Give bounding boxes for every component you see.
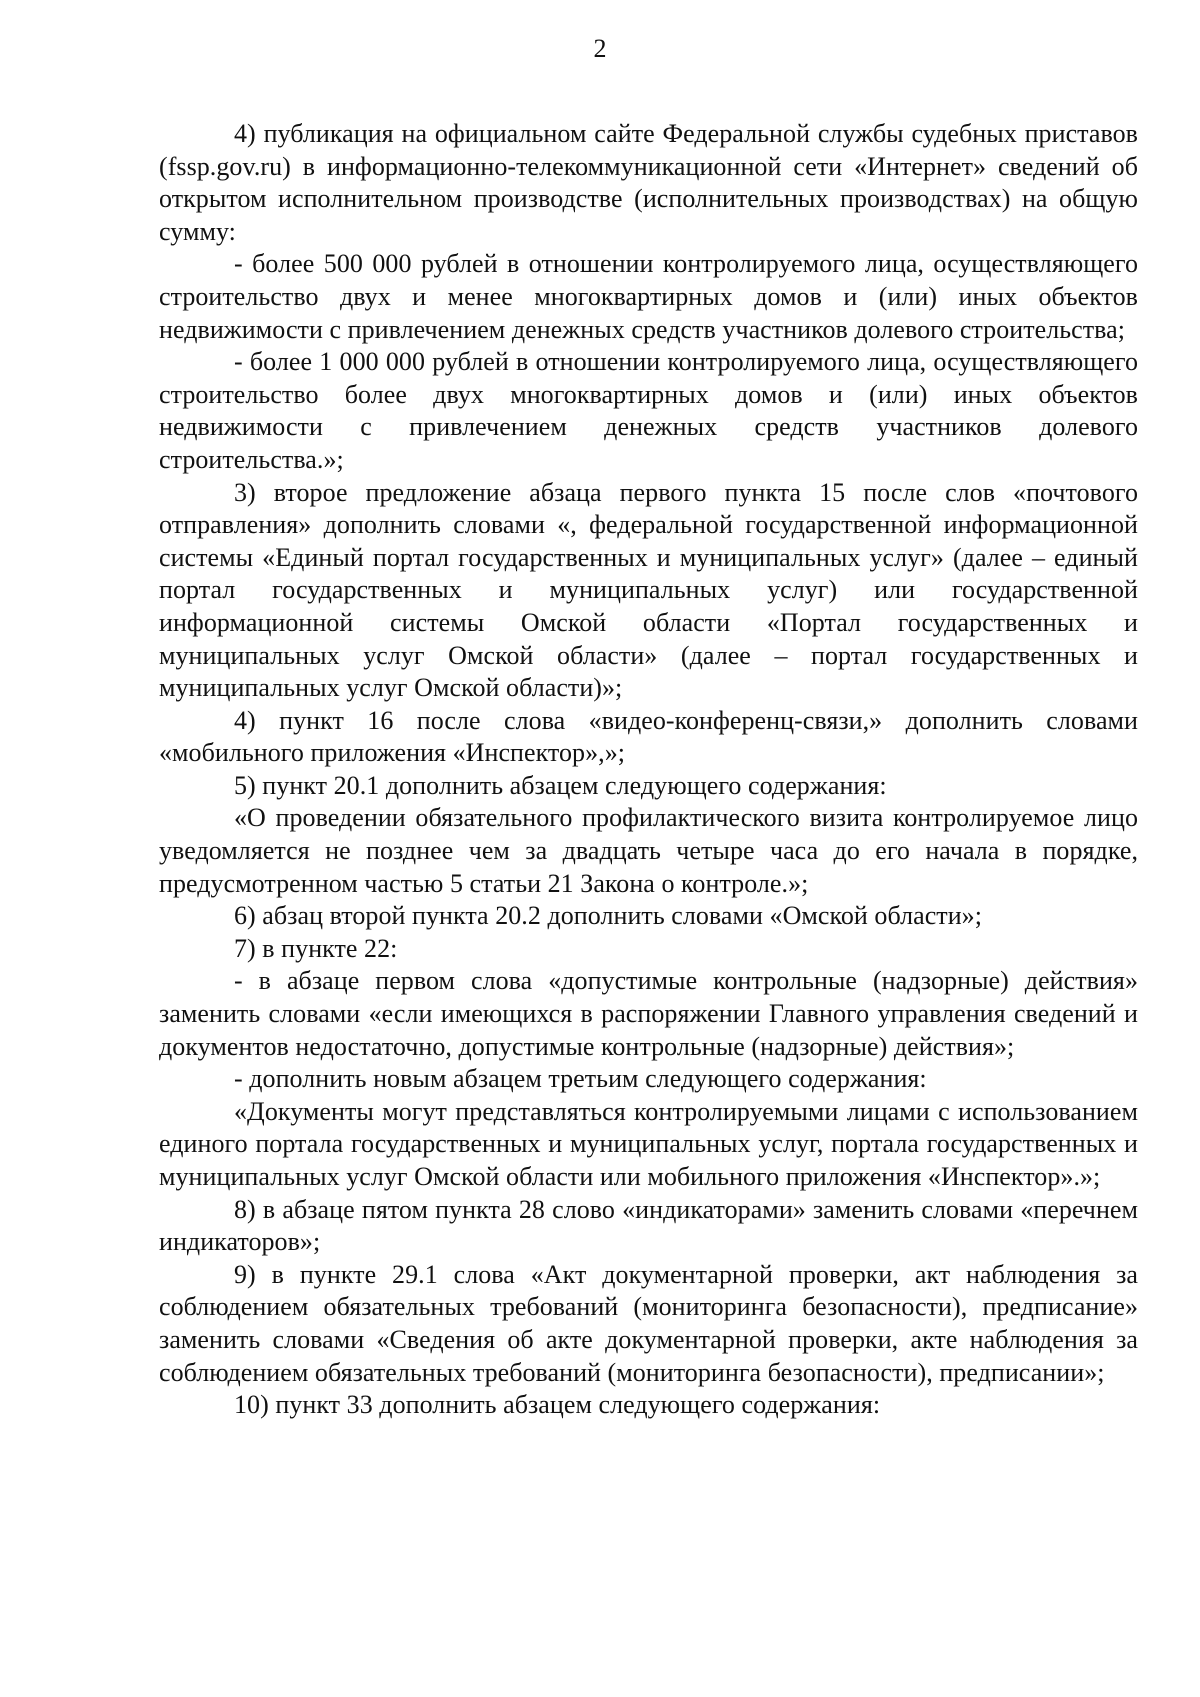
paragraph-item-5-point-20-1: 5) пункт 20.1 дополнить абзацем следующего содержания: xyxy=(234,770,887,800)
paragraph-item-6-point-20-2: 6) абзац второй пункта 20.2 дополнить словами «Омской области»; xyxy=(234,901,983,931)
paragraph-item-8-point-28: 8) в абзаце пятом пункта 28 слово «индикаторами» заменить словами «перечнем индикаторов»; xyxy=(159,1194,1138,1257)
paragraph-item-3-point-15: 3) второе предложение абзаца первого пункта 15 после слов «почтового отправления» дополнить словами «, федеральной государственной информационной системы «Единый портал государственных и муниципальных услуг» (далее – единый портал государственных и муниципальных услуг) или государственной информационной системы Омской области «Портал государственных и муниципальных услуг Омской области» (далее – портал государственных и муниципальных услуг Омской области)»; xyxy=(159,477,1138,703)
document-body xyxy=(159,118,1138,1422)
page-number: 2 xyxy=(593,34,607,63)
paragraph-dash-1000000: - более 1 000 000 рублей в отношении контролируемого лица, осуществляющего строительство более двух многоквартирных домов и (или) иных объектов недвижимости с привлечением денежных средств участников долевого строительства.»; xyxy=(159,347,1138,474)
paragraph-item-7-point-22: 7) в пункте 22: xyxy=(234,933,398,963)
paragraph-dash-first-subparagraph: - в абзаце первом слова «допустимые контрольные (надзорные) действия» заменить словами «если имеющихся в распоряжении Главного управления сведений и документов недостаточно, допустимые контрольные (надзорные) действия»; xyxy=(159,966,1138,1061)
paragraph-item-10-point-33: 10) пункт 33 дополнить абзацем следующего содержания: xyxy=(234,1390,881,1420)
paragraph-quote-documents: «Документы могут представляться контролируемыми лицами с использованием единого портала государственных и муниципальных услуг, портала государственных и муниципальных услуг Омской области или мобильного приложения «Инспектор».»; xyxy=(159,1096,1138,1191)
paragraph-item-4-point-16: 4) пункт 16 после слова «видео-конференц-связи,» дополнить словами «мобильного приложения «Инспектор»,»; xyxy=(159,705,1138,768)
scan-artifact xyxy=(1177,33,1182,38)
paragraph-item-4-publication: 4) публикация на официальном сайте Федеральной службы судебных приставов (fssp.gov.ru) в информационно-телекоммуникационной сети «Интернет» сведений об открытом исполнительном производстве (исполнительных производствах) на общую сумму: xyxy=(159,119,1138,246)
paragraph-dash-add-third-subparagraph: - дополнить новым абзацем третьим следующего содержания: xyxy=(234,1064,927,1094)
paragraph-item-9-point-29-1: 9) в пункте 29.1 слова «Акт документарной проверки, акт наблюдения за соблюдением обязательных требований (мониторинга безопасности), предписание» заменить словами «Сведения об акте документарной проверки, акте наблюдения за соблюдением обязательных требований (мониторинга безопасности), предписании»; xyxy=(159,1259,1138,1387)
paragraph-dash-500000: - более 500 000 рублей в отношении контролируемого лица, осуществляющего строительство двух и менее многоквартирных домов и (или) иных объектов недвижимости с привлечением денежных средств участников долевого строительства; xyxy=(159,249,1138,344)
paragraph-quote-visit-notice: «О проведении обязательного профилактического визита контролируемое лицо уведомляется не позднее чем за двадцать четыре часа до его начала в порядке, предусмотренном частью 5 статьи 21 Закона о контроле.»; xyxy=(159,803,1138,898)
